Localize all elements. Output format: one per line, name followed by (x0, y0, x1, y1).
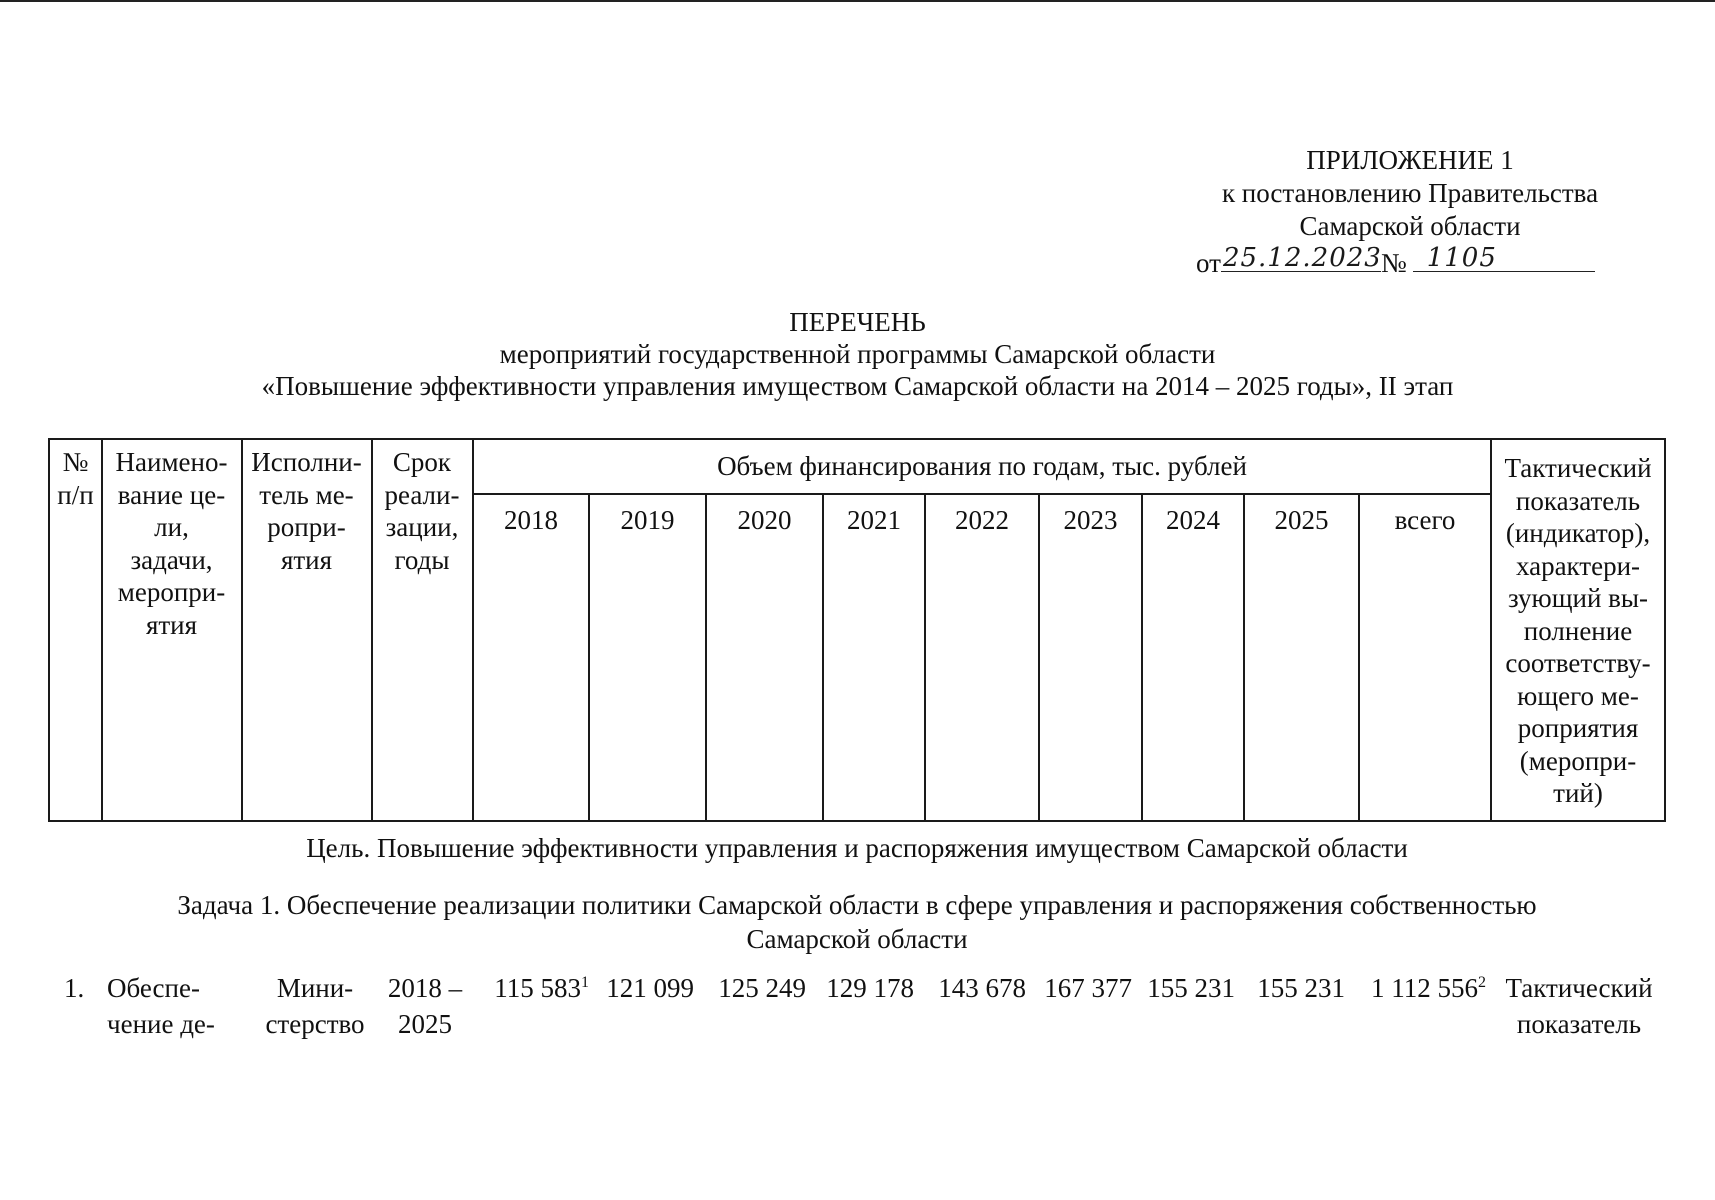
value-2018: 115 $583^1$ (494, 973, 589, 1003)
document-subtitle: мероприятий государственной программы Самарской области (499, 339, 1216, 369)
date-field (1221, 243, 1381, 272)
value-2020: 125 249 (718, 973, 806, 1003)
year-2022-header: 2022 (955, 505, 1009, 535)
number-field (1413, 243, 1595, 272)
col-name-header: Наимено- вание це- ли, задачи, меропри- ятия (115, 447, 228, 640)
row-term: 2018 – 2025 (387, 973, 463, 1039)
row-name: Обеспе- чение де- (107, 973, 215, 1039)
col-executor-header: Исполни- тель ме- ропри- ятия (251, 447, 362, 575)
value-2019: 121 099 (606, 973, 694, 1003)
program-name: «Повышение эффективности управления имуществом Самарской области на 2014 – 2025 годы», II этап (261, 371, 1454, 401)
row-indicator: Тактический показатель (1505, 973, 1653, 1039)
value-total: 1 112 $556^2$ (1371, 973, 1486, 1003)
appendix-line-2: Самарской области (1299, 211, 1521, 241)
value-2024: 155 231 (1147, 973, 1235, 1003)
year-2018-header: 2018 (504, 505, 558, 535)
value-2021: 129 178 (826, 973, 914, 1003)
value-2023: 167 377 (1044, 973, 1132, 1003)
year-2024-header: 2024 (1166, 505, 1220, 535)
task-text: Задача 1. Обеспечение реализации политики Самарской области в сфере управления и распоряжения собственностью Самарской области (177, 890, 1537, 954)
handwritten-date: 25.12.2023 (1222, 243, 1382, 273)
scan-edge-line (0, 0, 1715, 2)
footnote-2: 2 (1478, 974, 1486, 991)
document-title: ПЕРЕЧЕНЬ (789, 307, 926, 337)
col-indicator-header: Тактический показатель (индикатор), характери- зующий вы- полнение соответству- ющего ме- роприятия (меропри- тий) (1504, 453, 1652, 808)
number-label: № (1380, 248, 1407, 278)
footnote-1: 1 (581, 974, 589, 991)
row-executor: Мини- стерство (265, 973, 365, 1039)
year-2020-header: 2020 (737, 505, 792, 535)
goal-text: Цель. Повышение эффективности управления и распоряжения имуществом Самарской области (306, 833, 1408, 863)
appendix-date-row (1180, 243, 1640, 280)
year-2021-header: 2021 (847, 505, 901, 535)
appendix-block (1180, 144, 1640, 280)
year-2019-header: 2019 (620, 505, 675, 535)
handwritten-number: 1105 (1426, 243, 1497, 273)
appendix-title: ПРИЛОЖЕНИЕ 1 (1306, 145, 1514, 175)
year-2023-header: 2023 (1063, 505, 1118, 535)
header-table (48, 438, 1666, 822)
row-number: 1. (64, 973, 85, 1003)
from-label: от (1196, 248, 1221, 278)
col-number-header: № п/п (57, 447, 94, 510)
value-2022: 143 678 (938, 973, 1026, 1003)
col-funding-header: Объем финансирования по годам, тыс. рублей (717, 451, 1247, 481)
value-2025: 155 231 (1257, 973, 1345, 1003)
document-title-block (150, 306, 1565, 402)
appendix-line-1: к постановлению Правительства (1221, 178, 1599, 208)
year-2025-header: 2025 (1274, 505, 1329, 535)
col-term-header: Срок реали- зации, годы (384, 447, 460, 575)
total-header: всего (1394, 505, 1456, 535)
